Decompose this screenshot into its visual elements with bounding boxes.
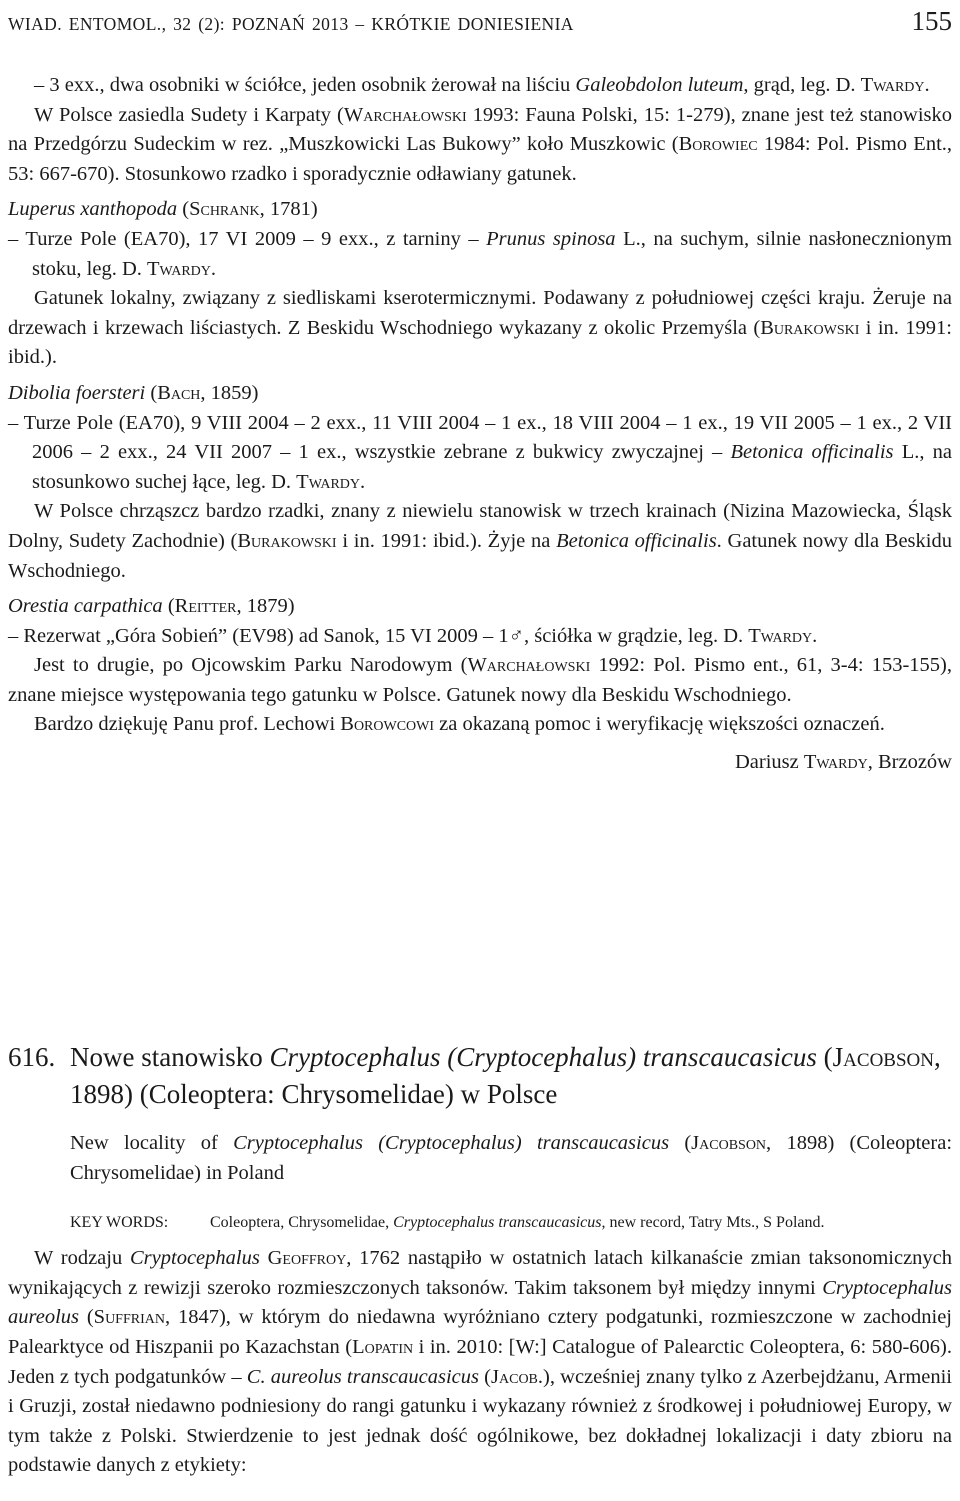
article-title-text: Nowe stanowisko Cryptocephalus (Cryptocephalus) transcaucasicus (Jacobson, 1898) (Coleoptera: Chrysomelidae) w Polsce bbox=[70, 1042, 941, 1109]
article-number: 616. bbox=[8, 1042, 56, 1072]
species-description: Gatunek lokalny, związany z siedliskami kserotermicznymi. Podawany z południowej części kraju. Żeruje na drzewach i krzewach liściastych. Z Beskidu Wschodniego wykazany z okolic Przemyśla (Burakowski i in. 1991: ibid.). bbox=[8, 287, 952, 369]
key-words-label: KEY WORDS: bbox=[70, 1214, 169, 1232]
author-signature: Dariusz Twardy, Brzozów bbox=[734, 751, 952, 774]
record-paragraph: – Turze Pole (EA70), 17 VI 2009 – 9 exx., z tarniny – Prunus spinosa L., na suchym, silnie nasłonecznionym stoku, leg. D. Twardy. bbox=[8, 227, 952, 280]
record-paragraph: – 3 exx., dwa osobniki w ściółce, jeden osobnik żerował na liściu Galeobdolon luteum, grąd, leg. D. Twardy. bbox=[34, 74, 930, 96]
article-616 bbox=[8, 1039, 952, 1481]
species-description: W Polsce chrząszcz bardzo rzadki, znany z niewielu stanowisk w trzech krainach (Nizina Mazowiecka, Śląsk Dolny, Sudety Zachodnie) (Burakowski i in. 1991: ibid.). Żyje na Betonica officinalis. Gatunek nowy dla Beskidu Wschodniego. bbox=[8, 500, 952, 582]
acknowledgements: Bardzo dziękuję Panu prof. Lechowi Borowcowi za okazaną pomoc i weryfikację większości oznaczeń. bbox=[34, 713, 885, 736]
article-title bbox=[8, 1039, 952, 1113]
running-title: WIAD. ENTOMOL., 32 (2): POZNAŃ 2013 – KRÓTKIE DONIESIENIA bbox=[8, 14, 574, 34]
key-words bbox=[70, 1212, 952, 1234]
key-words-text: Coleoptera, Chrysomelidae, Cryptocephalus transcaucasicus, new record, Tatry Mts., S Poland. bbox=[210, 1214, 825, 1232]
running-header bbox=[8, 6, 952, 36]
distribution-paragraph: W Polsce zasiedla Sudety i Karpaty (Warchałowski 1993: Fauna Polski, 15: 1-279), znane jest też stanowisko na Przedgórzu Sudeckim w rez. „Muszkowicki Las Bukowy” koło Muszkowic (Borowiec 1984: Pol. Pismo Ent., 53: 667-670). Stosunkowo rzadko i sporadycznie odławiany gatunek. bbox=[8, 103, 953, 185]
page-number: 155 bbox=[911, 6, 952, 36]
species-heading: Luperus xanthopoda (Schrank, 1781) bbox=[8, 198, 318, 221]
previous-article-body bbox=[8, 71, 952, 778]
article-body-paragraph: W rodzaju Cryptocephalus Geoffroy, 1762 nastąpiło w ostatnich latach kilkanaście zmian taksonomicznych wynikających z rewizji szeroko rozmieszczonych taksonów. Takim taksonem był między innymi Cryptocephalus aureolus (Suffrian, 1847), w którym do niedawna wyróżniano cztery podgatunki, rozmieszczone w zachodniej Palearktyce od Hiszpanii po Kazachstan (Lopatin i in. 2010: [W:] Catalogue of Palearctic Coleoptera, 6: 580-606). Jeden z tych podgatunków – C. aureolus transcaucasicus (Jacob.), wcześniej znany tylko z Azerbejdżanu, Armenii i Gruzji, został niedawno podniesiony do rangi gatunku i wykazany również z środkowej i południowej Europy, w tym także z Polski. Stwierdzenie to jest jednak dość ogólnikowe, bez dokładnej lokalizacji i daty zbioru na podstawie danych z etykiety: bbox=[8, 1247, 953, 1477]
record-paragraph: – Turze Pole (EA70), 9 VIII 2004 – 2 exx., 11 VIII 2004 – 1 ex., 18 VIII 2004 – 1 ex., 19 VII 2005 – 1 ex., 2 VII 2006 – 2 exx., 24 VII 2007 – 1 ex., wszystkie zebrane z bukwicy zwyczajnej – Betonica officinalis L., na stosunkowo suchej łące, leg. D. Twardy. bbox=[8, 411, 952, 493]
species-heading: Dibolia foersteri (Bach, 1859) bbox=[8, 381, 259, 404]
english-title: New locality of Cryptocephalus (Cryptocephalus) transcaucasicus (Jacobson, 1898) (Coleoptera: Chrysomelidae) in Poland bbox=[70, 1132, 953, 1184]
record-paragraph: – Rezerwat „Góra Sobień” (EV98) ad Sanok, 15 VI 2009 – 1♂, ściółka w grądzie, leg. D. Twardy. bbox=[8, 624, 818, 647]
species-description: Jest to drugie, po Ojcowskim Parku Narodowym (Warchałowski 1992: Pol. Pismo ent., 61, 3-4: 153-155), znane miejsce występowania tego gatunku w Polsce. Gatunek nowy dla Beskidu Wschodniego. bbox=[8, 654, 952, 706]
species-heading: Orestia carpathica (Reitter, 1879) bbox=[8, 595, 295, 618]
